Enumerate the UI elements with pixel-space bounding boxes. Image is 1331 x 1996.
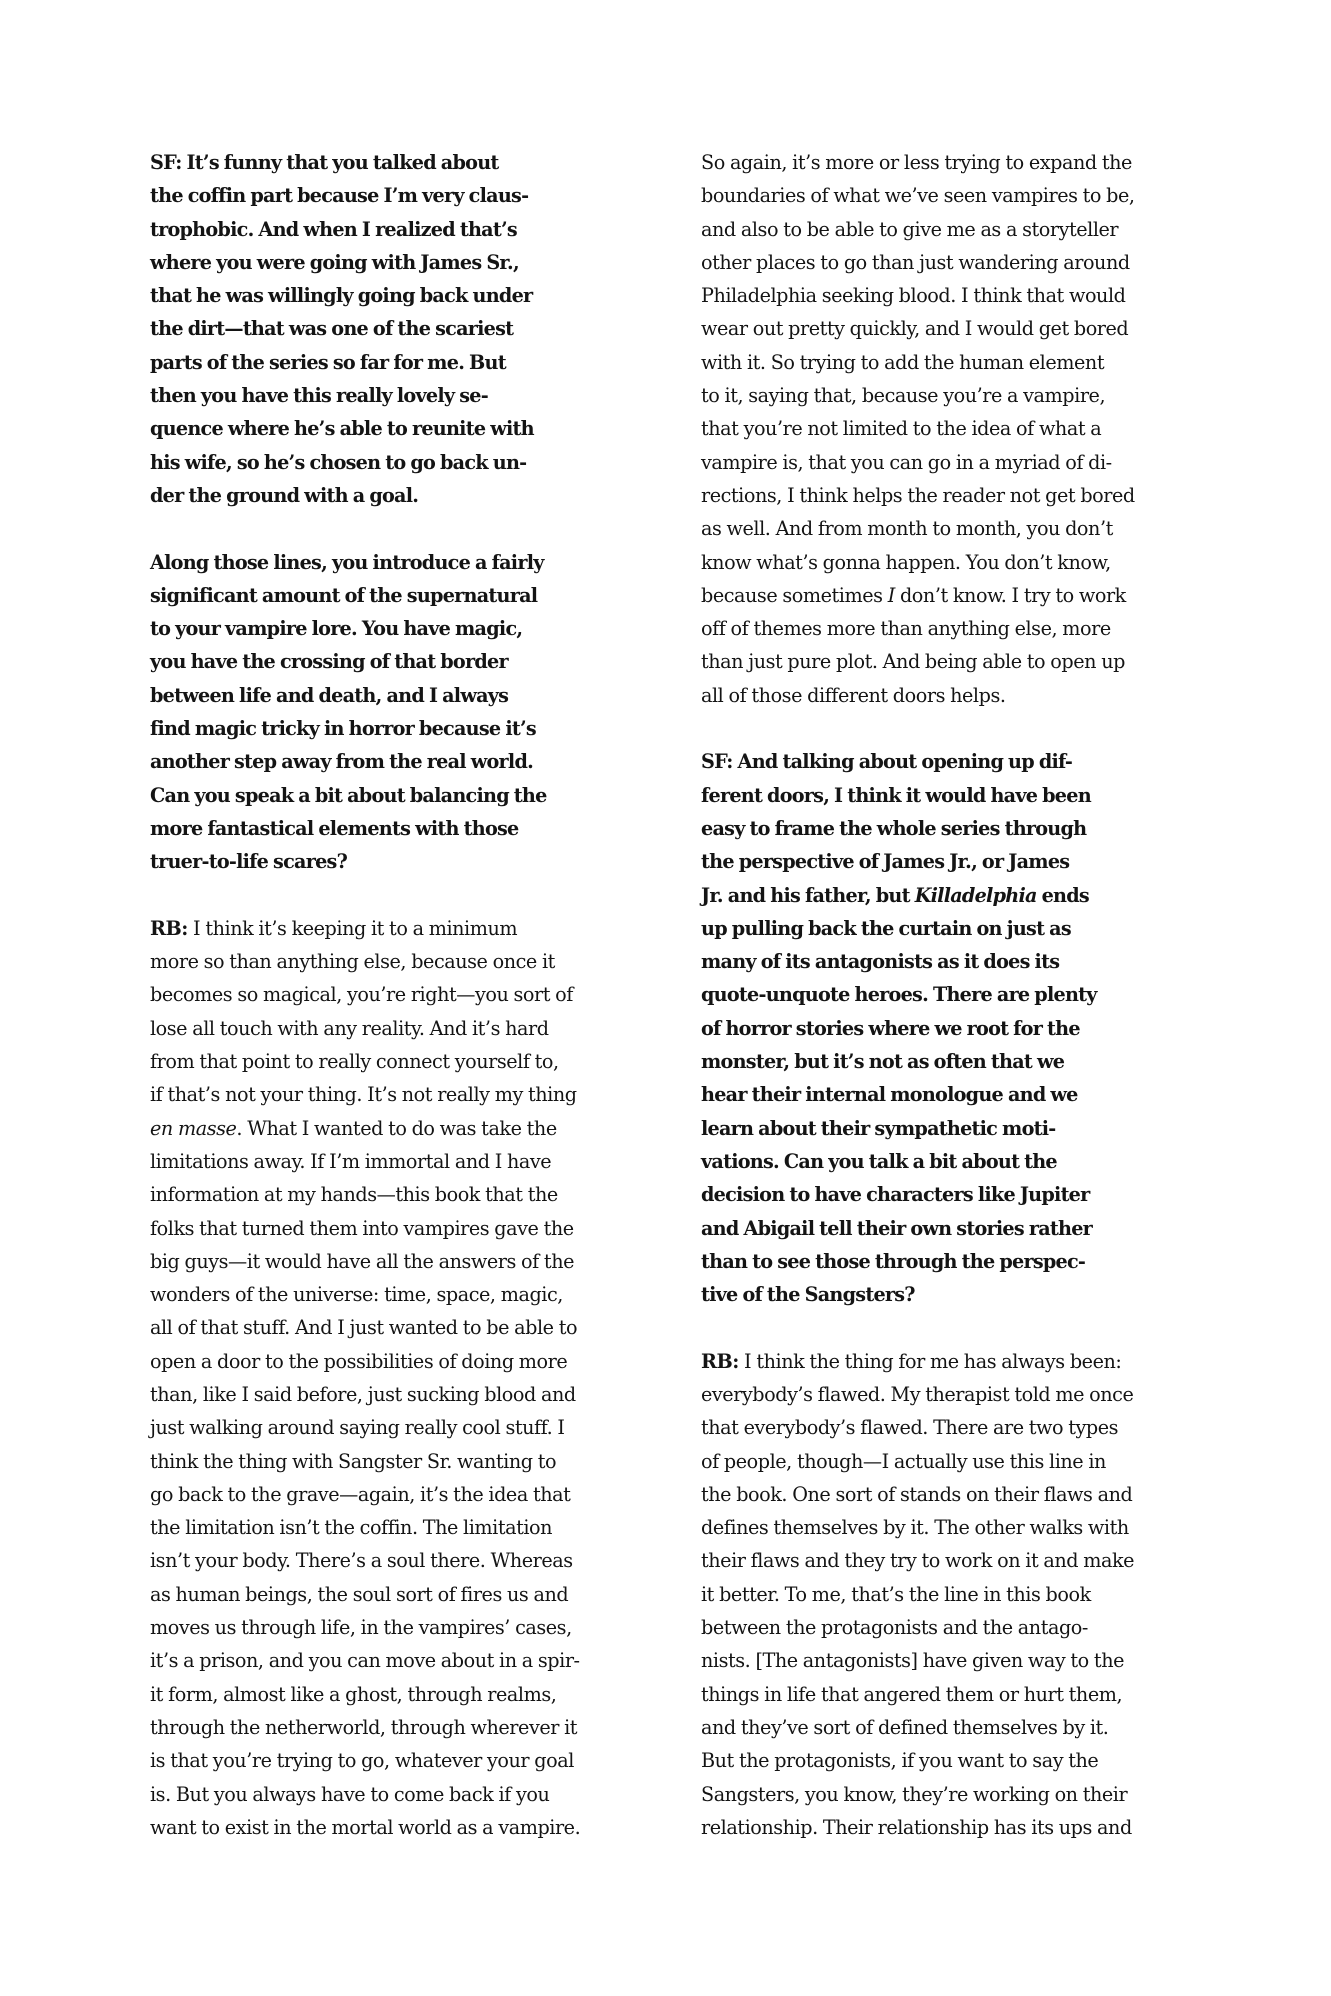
text-run: than to see those through the perspec- — [701, 1249, 1086, 1273]
text-line — [150, 1478, 632, 1511]
text-line — [150, 1445, 632, 1478]
text-line — [150, 1711, 632, 1744]
text-run: Can you speak a bit about balancing the — [150, 783, 547, 807]
text-run: and also to be able to give me as a storyteller — [701, 217, 1119, 241]
text-run: all of that stuff. And I just wanted to be able to — [150, 1316, 578, 1340]
text-line — [150, 812, 632, 845]
text-run: ends — [1036, 883, 1089, 907]
text-run: truer-to-life scares? — [150, 850, 348, 874]
italic-text: I — [887, 583, 895, 607]
text-line — [150, 1678, 632, 1711]
text-line — [150, 1778, 632, 1811]
text-line — [701, 213, 1183, 246]
text-line — [701, 179, 1183, 212]
text-line — [150, 1012, 632, 1045]
italic-text: en masse — [150, 1116, 237, 1140]
interview-question — [701, 745, 1183, 1311]
text-line — [701, 1278, 1183, 1311]
text-line — [150, 246, 632, 279]
text-run: the limitation isn’t the coffin. The limitation — [150, 1516, 553, 1540]
text-run: . What I wanted to do was take the — [236, 1116, 557, 1140]
text-line — [150, 1178, 632, 1211]
text-run: to your vampire lore. You have magic, — [150, 617, 523, 641]
text-line — [150, 978, 632, 1011]
text-run: Jr. and his father, but — [701, 883, 915, 907]
text-run: tive of the Sangsters? — [701, 1283, 915, 1307]
text-run: wonders of the universe: time, space, magic, — [150, 1283, 563, 1307]
text-line — [701, 512, 1183, 545]
text-line — [701, 279, 1183, 312]
text-line — [701, 146, 1183, 179]
text-line — [701, 812, 1183, 845]
text-run: more fantastical elements with those — [150, 816, 519, 840]
text-run: through the netherworld, through wherever it — [150, 1715, 578, 1739]
text-line — [701, 346, 1183, 379]
text-run: Along those lines, you introduce a fairly — [150, 550, 544, 574]
text-run: and Abigail tell their own stories rather — [701, 1216, 1093, 1240]
text-line — [150, 679, 632, 712]
interview-question — [150, 146, 632, 512]
text-line — [701, 1511, 1183, 1544]
text-line — [701, 1678, 1183, 1711]
text-line — [701, 1212, 1183, 1245]
text-run: find magic tricky in horror because it’s — [150, 717, 536, 741]
text-line — [150, 479, 632, 512]
text-run: So again, it’s more or less trying to expand the — [701, 151, 1132, 174]
text-line — [701, 579, 1183, 612]
interview-question — [150, 546, 632, 879]
text-line — [701, 1811, 1183, 1844]
text-run: moves us through life, in the vampires’ cases, — [150, 1616, 572, 1640]
speaker-label: RB: — [701, 1349, 739, 1373]
text-line — [701, 1744, 1183, 1777]
text-run: just walking around saying really cool stuff. I — [150, 1416, 565, 1440]
text-run: is that you’re trying to go, whatever your goal — [150, 1749, 574, 1773]
text-run: open a door to the possibilities of doing more — [150, 1349, 568, 1373]
text-run: the perspective of James Jr., or James — [701, 850, 1070, 874]
text-run: it form, almost like a ghost, through realms, — [150, 1682, 557, 1706]
text-line — [150, 745, 632, 778]
text-line — [701, 1012, 1183, 1045]
text-run: the dirt—that was one of the scariest — [150, 317, 514, 341]
text-run: quote-unquote heroes. There are plenty — [701, 983, 1097, 1007]
text-run: everybody’s flawed. My therapist told me once — [701, 1382, 1134, 1406]
text-run: SF: It’s funny that you talked about — [150, 151, 499, 174]
text-line — [150, 1311, 632, 1344]
text-line — [150, 1811, 632, 1844]
text-run: decision to have characters like Jupiter — [701, 1183, 1090, 1207]
text-run: go back to the grave—again, it’s the idea that — [150, 1482, 571, 1506]
text-run: as well. And from month to month, you don’t — [701, 517, 1113, 541]
text-run: of horror stories where we root for the — [701, 1016, 1080, 1040]
text-run: then you have this really lovely se- — [150, 384, 488, 408]
text-run: want to exist in the mortal world as a vampire. — [150, 1815, 581, 1839]
text-line — [701, 1445, 1183, 1478]
text-run: nists. [The antagonists] have given way to the — [701, 1649, 1125, 1673]
text-run: that you’re not limited to the idea of what a — [701, 417, 1102, 441]
text-run: the book. One sort of stands on their flaws and — [701, 1482, 1133, 1506]
text-line — [701, 1112, 1183, 1145]
text-line — [701, 845, 1183, 878]
text-line — [150, 1744, 632, 1777]
text-run: big guys—it would have all the answers of the — [150, 1249, 575, 1273]
text-line — [701, 1711, 1183, 1744]
text-line — [150, 1411, 632, 1444]
text-line — [150, 1345, 632, 1378]
text-line — [701, 246, 1183, 279]
text-run: hear their internal monologue and we — [701, 1083, 1078, 1107]
text-run: But the protagonists, if you want to say the — [701, 1749, 1099, 1773]
text-line — [150, 1145, 632, 1178]
text-run: all of those different doors helps. — [701, 683, 1006, 707]
text-run: that everybody’s flawed. There are two types — [701, 1416, 1119, 1440]
text-line — [150, 1611, 632, 1644]
text-run: between the protagonists and the antago- — [701, 1616, 1088, 1640]
text-line — [150, 379, 632, 412]
text-run: more so than anything else, because once it — [150, 950, 555, 974]
text-line — [701, 1578, 1183, 1611]
text-run: SF: And talking about opening up dif- — [701, 750, 1073, 774]
text-line — [701, 1411, 1183, 1444]
text-line — [701, 479, 1183, 512]
text-run: if that’s not your thing. It’s not really my thing — [150, 1083, 577, 1107]
text-run: information at my hands—this book that the — [150, 1183, 558, 1207]
text-run: wear out pretty quickly, and I would get bored — [701, 317, 1129, 341]
text-line — [150, 712, 632, 745]
text-run: up pulling back the curtain on just as — [701, 916, 1071, 940]
text-run: der the ground with a goal. — [150, 483, 419, 507]
text-run: with it. So trying to add the human element — [701, 350, 1105, 374]
text-line — [150, 1578, 632, 1611]
text-run: because sometimes — [701, 583, 888, 607]
text-run: between life and death, and I always — [150, 683, 509, 707]
text-run: off of themes more than anything else, more — [701, 617, 1111, 641]
text-run: I think it’s keeping it to a minimum — [187, 916, 518, 940]
text-line — [701, 1078, 1183, 1111]
text-run: their flaws and they try to work on it and make — [701, 1549, 1135, 1573]
text-run: things in life that angered them or hurt them, — [701, 1682, 1123, 1706]
text-run: his wife, so he’s chosen to go back un- — [150, 450, 527, 474]
text-line — [701, 1178, 1183, 1211]
text-line — [150, 779, 632, 812]
text-run: lose all touch with any reality. And it’s hard — [150, 1016, 549, 1040]
text-line — [150, 1112, 632, 1145]
text-run: don’t know. I try to work — [894, 583, 1126, 607]
text-line — [701, 645, 1183, 678]
text-line — [701, 1611, 1183, 1644]
interview-answer — [701, 1345, 1183, 1844]
text-line — [701, 745, 1183, 778]
text-line — [150, 412, 632, 445]
text-line — [150, 312, 632, 345]
text-line — [150, 279, 632, 312]
text-line — [701, 312, 1183, 345]
text-run: as human beings, the soul sort of fires us and — [150, 1582, 569, 1606]
text-run: rections, I think helps the reader not get bored — [701, 483, 1135, 507]
text-line — [701, 379, 1183, 412]
text-run: limitations away. If I’m immortal and I have — [150, 1149, 552, 1173]
text-run: other places to go than just wandering around — [701, 250, 1130, 274]
text-run: it’s a prison, and you can move about in a spir- — [150, 1649, 580, 1673]
text-run: relationship. Their relationship has its ups and — [701, 1815, 1132, 1839]
text-line — [150, 1045, 632, 1078]
text-run: is. But you always have to come back if you — [150, 1782, 550, 1806]
text-run: easy to frame the whole series through — [701, 816, 1087, 840]
text-line — [150, 213, 632, 246]
text-line — [701, 1378, 1183, 1411]
text-run: you have the crossing of that border — [150, 650, 508, 674]
text-run: of people, though—I actually use this line in — [701, 1449, 1106, 1473]
text-run: vations. Can you talk a bit about the — [701, 1149, 1057, 1173]
text-run: from that point to really connect yourself to, — [150, 1050, 559, 1074]
text-run: monster, but it’s not as often that we — [701, 1050, 1065, 1074]
text-run: folks that turned them into vampires gave the — [150, 1216, 574, 1240]
interview-answer — [150, 912, 632, 1844]
text-line — [701, 1145, 1183, 1178]
text-line — [150, 845, 632, 878]
text-line — [150, 1245, 632, 1278]
text-line — [150, 546, 632, 579]
text-run: I think the thing for me has always been: — [738, 1349, 1122, 1373]
text-run: than just pure plot. And being able to open up — [701, 650, 1125, 674]
text-line — [701, 779, 1183, 812]
text-line — [150, 1078, 632, 1111]
text-line — [701, 945, 1183, 978]
text-line — [150, 146, 632, 179]
text-line — [150, 1644, 632, 1677]
text-line — [701, 1778, 1183, 1811]
italic-text: Killadelphia — [914, 883, 1037, 907]
text-run: Sangsters, you know, they’re working on their — [701, 1782, 1128, 1806]
text-line — [701, 1478, 1183, 1511]
text-run: think the thing with Sangster Sr. wanting to — [150, 1449, 557, 1473]
text-run: quence where he’s able to reunite with — [150, 417, 534, 441]
text-line — [150, 912, 632, 945]
text-run: isn’t your body. There’s a soul there. Whereas — [150, 1549, 573, 1573]
text-line — [150, 1212, 632, 1245]
text-line — [701, 879, 1183, 912]
text-line — [150, 346, 632, 379]
text-run: another step away from the real world. — [150, 750, 534, 774]
text-line — [150, 1511, 632, 1544]
text-run: significant amount of the supernatural — [150, 583, 538, 607]
text-run: and they’ve sort of defined themselves by it. — [701, 1715, 1109, 1739]
text-run: learn about their sympathetic moti- — [701, 1116, 1056, 1140]
text-line — [701, 1544, 1183, 1577]
text-line — [150, 945, 632, 978]
text-line — [701, 612, 1183, 645]
text-run: the coffin part because I’m very claus- — [150, 184, 529, 208]
left-column — [150, 146, 632, 1877]
text-run: it better. To me, that’s the line in this book — [701, 1582, 1091, 1606]
text-line — [150, 1378, 632, 1411]
text-line — [150, 1544, 632, 1577]
text-run: know what’s gonna happen. You don’t know, — [701, 550, 1111, 574]
text-run: ferent doors, I think it would have been — [701, 783, 1091, 807]
right-column — [701, 146, 1183, 1877]
text-line — [701, 412, 1183, 445]
speaker-label: RB: — [150, 916, 188, 940]
text-line — [150, 179, 632, 212]
text-run: boundaries of what we’ve seen vampires to be, — [701, 184, 1135, 208]
text-run: parts of the series so far for me. But — [150, 350, 506, 374]
text-line — [701, 546, 1183, 579]
text-line — [701, 1245, 1183, 1278]
text-line — [701, 679, 1183, 712]
interview-answer — [701, 146, 1183, 712]
text-run: becomes so magical, you’re right—you sort of — [150, 983, 573, 1007]
text-line — [150, 579, 632, 612]
text-line — [701, 1345, 1183, 1378]
text-line — [150, 446, 632, 479]
text-run: defines themselves by it. The other walks with — [701, 1516, 1129, 1540]
text-line — [701, 1045, 1183, 1078]
text-run: Philadelphia seeking blood. I think that would — [701, 284, 1126, 308]
text-run: trophobic. And when I realized that’s — [150, 217, 517, 241]
text-run: than, like I said before, just sucking blood and — [150, 1382, 576, 1406]
text-run: that he was willingly going back under — [150, 284, 533, 308]
text-line — [150, 612, 632, 645]
text-line — [150, 645, 632, 678]
text-run: where you were going with James Sr., — [150, 250, 519, 274]
text-run: vampire is, that you can go in a myriad of di- — [701, 450, 1112, 474]
text-run: many of its antagonists as it does its — [701, 950, 1060, 974]
text-line — [701, 978, 1183, 1011]
text-line — [701, 446, 1183, 479]
text-line — [701, 1644, 1183, 1677]
text-line — [150, 1278, 632, 1311]
text-line — [701, 912, 1183, 945]
text-run: to it, saying that, because you’re a vampire, — [701, 384, 1106, 408]
